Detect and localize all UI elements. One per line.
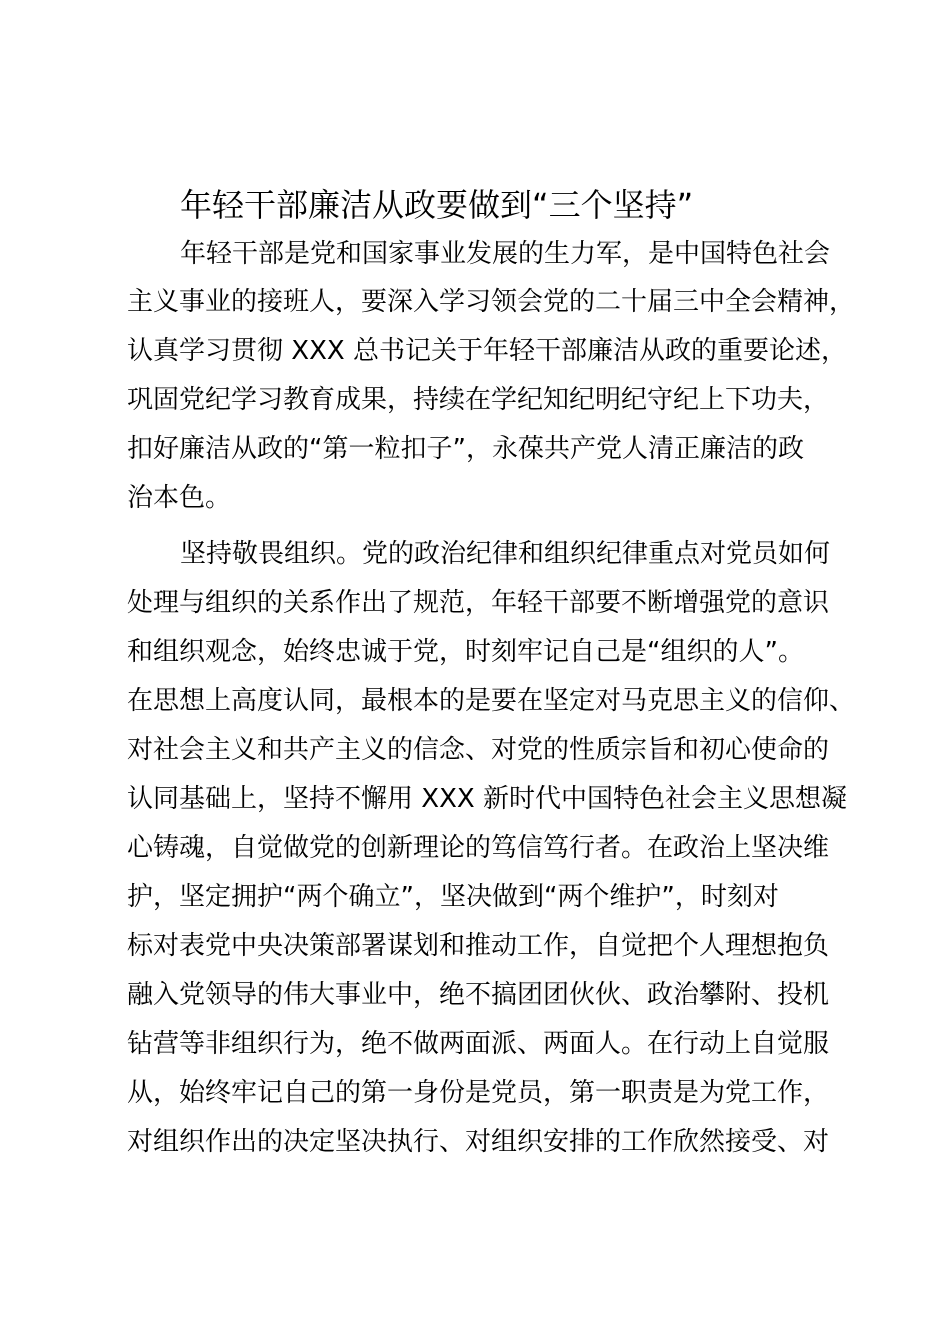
paragraph-line: 坚持敬畏组织。党的政治纪律和组织纪律重点对党员如何: [180, 539, 831, 569]
paragraph-line: 主义事业的接班人，要深入学习领会党的二十届三中全会精神，: [127, 287, 856, 317]
paragraph-line: 在思想上高度认同，最根本的是要在坚定对马克思主义的信仰、: [127, 686, 856, 716]
paragraph-line: 护，坚定拥护“两个确立”，坚决做到“两个维护”，时刻对: [127, 882, 779, 912]
paragraph-line: 心铸魂，自觉做党的创新理论的笃信笃行者。在政治上坚决维: [127, 833, 830, 863]
paragraph-line: 认同基础上，坚持不懈用 XXX 新时代中国特色社会主义思想凝: [127, 784, 847, 814]
paragraph-line: 治本色。: [127, 483, 232, 513]
paragraph-line: 标对表党中央决策部署谋划和推动工作，自觉把个人理想抱负: [127, 931, 830, 961]
paragraph-line: 年轻干部是党和国家事业发展的生力军，是中国特色社会: [180, 239, 831, 269]
paragraph-line: 对社会主义和共产主义的信念、对党的性质宗旨和初心使命的: [127, 735, 830, 765]
paragraph-line: 认真学习贯彻 XXX 总书记关于年轻干部廉洁从政的重要论述，: [127, 336, 847, 366]
paragraph-line: 扣好廉洁从政的“第一粒扣子”，永葆共产党人清正廉洁的政: [127, 434, 804, 464]
paragraph-line: 和组织观念，始终忠诚于党，时刻牢记自己是“组织的人”。: [127, 637, 804, 667]
paragraph-line: 钻营等非组织行为，绝不做两面派、两面人。在行动上自觉服: [127, 1029, 830, 1059]
document-title: 年轻干部廉洁从政要做到“三个坚持”: [180, 186, 694, 224]
paragraph-line: 处理与组织的关系作出了规范，年轻干部要不断增强党的意识: [127, 588, 830, 618]
paragraph-line: 融入党领导的伟大事业中，绝不搞团团伙伙、政治攀附、投机: [127, 980, 830, 1010]
paragraph-line: 从，始终牢记自己的第一身份是党员，第一职责是为党工作，: [127, 1078, 830, 1108]
paragraph-line: 巩固党纪学习教育成果，持续在学纪知纪明纪守纪上下功夫，: [127, 385, 830, 415]
paragraph-line: 对组织作出的决定坚决执行、对组织安排的工作欣然接受、对: [127, 1127, 830, 1157]
